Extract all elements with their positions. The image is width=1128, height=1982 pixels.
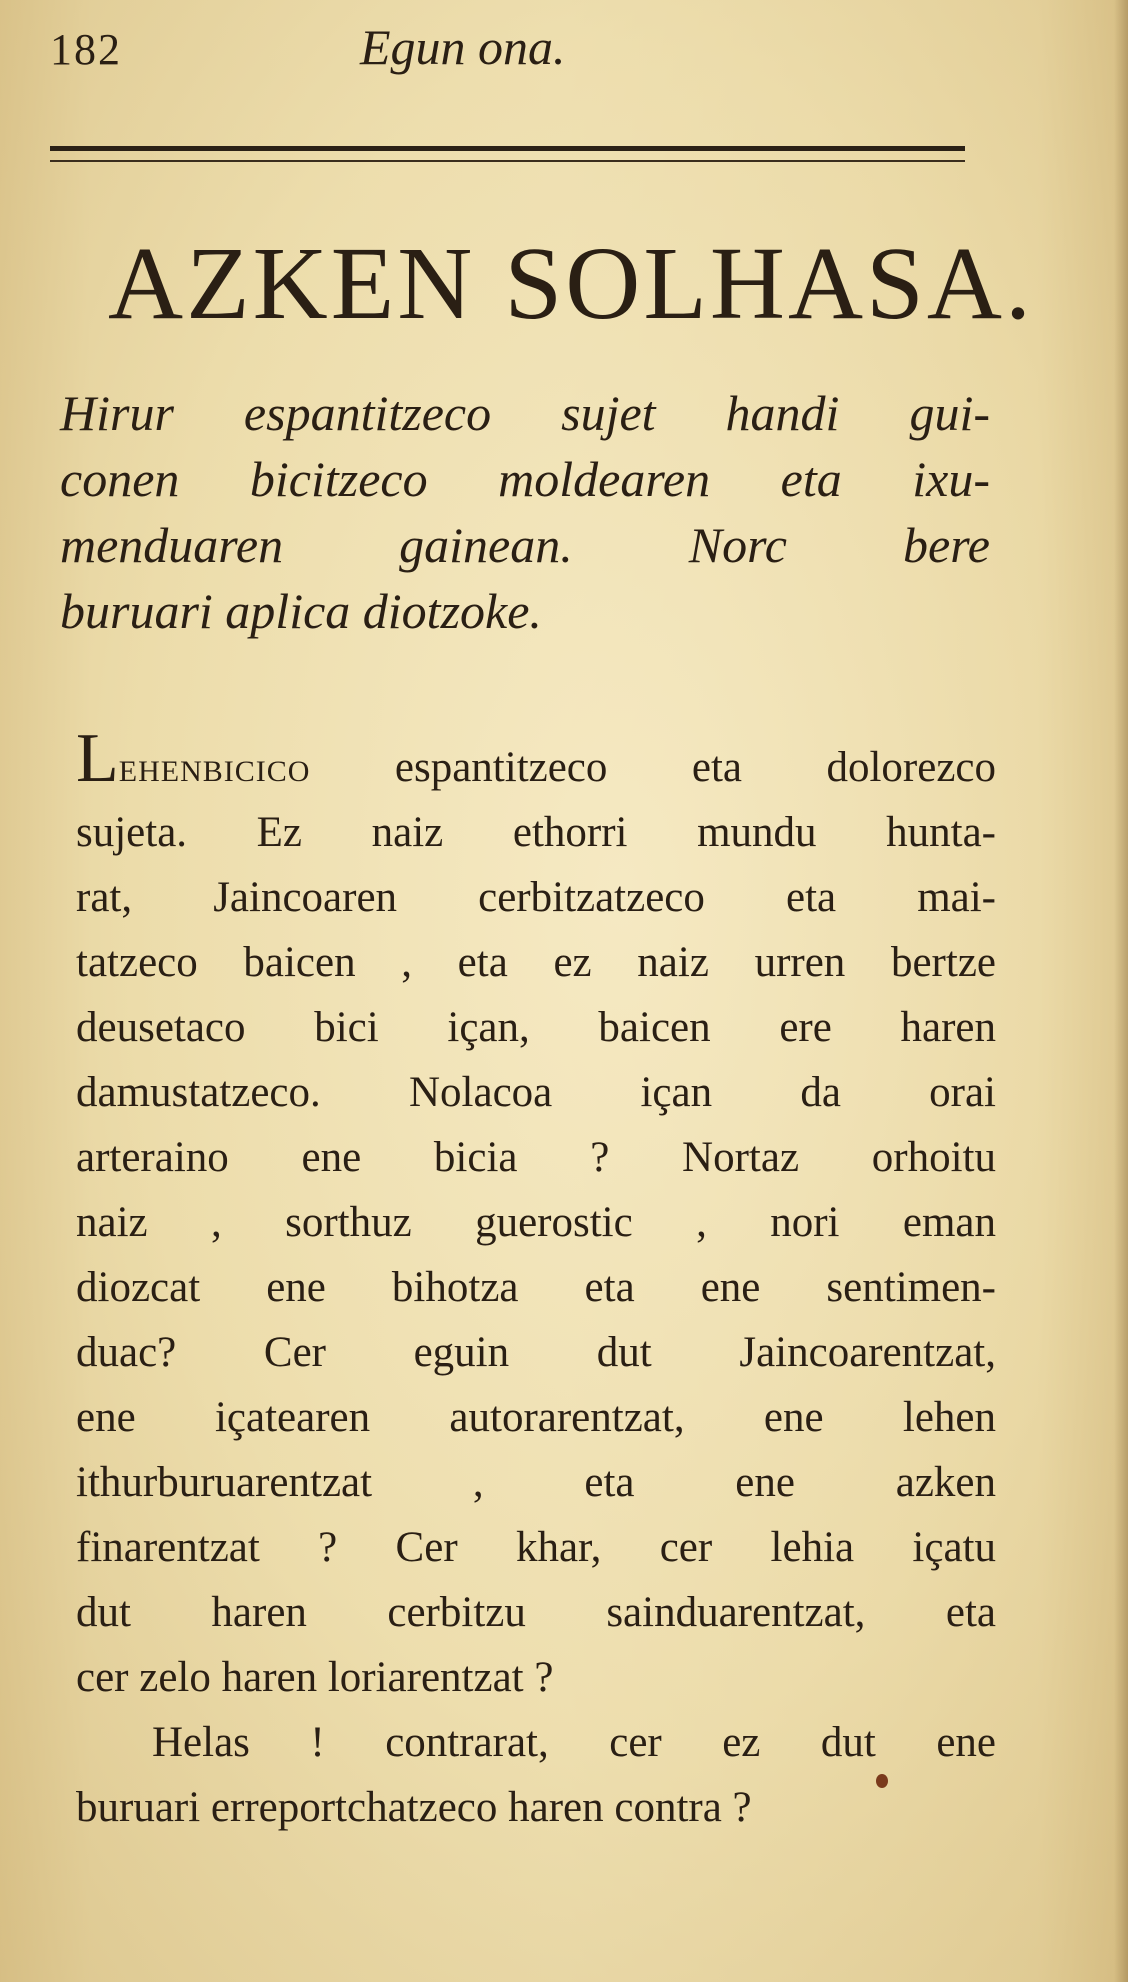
header-rule-thick: [50, 146, 965, 151]
body-line: finarentzat ? Cer khar, cer lehia içatu: [76, 1524, 996, 1571]
body-line: naiz , sorthuz guerostic , nori eman: [76, 1199, 996, 1246]
body-line: deusetaco bici içan, baicen ere haren: [76, 1004, 996, 1051]
first-word-smallcaps: ehenbicico: [118, 744, 311, 791]
body-line: tatzeco baicen , eta ez naiz urren bertze: [76, 939, 996, 986]
body-line: damustatzeco. Nolacoa içan da orai: [76, 1069, 996, 1116]
first-line-rest: espantitzeco eta dolorezco: [310, 744, 996, 791]
body-line: Helas ! contrarat, cer ez dut ene: [152, 1719, 996, 1766]
chapter-title: AZKEN SOLHASA.: [108, 226, 1034, 341]
body-line: rat, Jaincoaren cerbitzatzeco eta mai-: [76, 874, 996, 921]
body-line: diozcat ene bihotza eta ene sentimen-: [76, 1264, 996, 1311]
body-line: dut haren cerbitzu sainduarentzat, eta: [76, 1589, 996, 1636]
summary-line: menduaren gainean. Norc bere: [60, 517, 990, 573]
summary-line: conen bicitzeco moldearen eta ixu-: [60, 451, 990, 507]
page-edge-shadow: [1114, 0, 1128, 1982]
page-header: [50, 18, 1030, 78]
summary-line: Hirur espantitzeco sujet handi gui-: [60, 385, 990, 441]
ink-speck: [876, 1774, 888, 1788]
header-rule-thin: [50, 160, 965, 162]
body-line: sujeta. Ez naiz ethorri mundu hunta-: [76, 809, 996, 856]
summary-line: buruari aplica diotzoke.: [60, 583, 542, 639]
body-text: [76, 720, 996, 1840]
chapter-summary: [60, 380, 990, 644]
body-first-line: [76, 720, 996, 800]
drop-cap: L: [76, 720, 119, 797]
body-line: arteraino ene bicia ? Nortaz orhoitu: [76, 1134, 996, 1181]
page-number: 182: [50, 25, 122, 74]
body-line: cer zelo haren loriarentzat ?: [76, 1654, 554, 1701]
body-line: ene içatearen autorarentzat, ene lehen: [76, 1394, 996, 1441]
running-head: Egun ona.: [360, 19, 566, 75]
body-line: buruari erreportchatzeco haren contra ?: [76, 1784, 752, 1831]
body-line: ithurburuarentzat , eta ene azken: [76, 1459, 996, 1506]
body-line: duac? Cer eguin dut Jaincoarentzat,: [76, 1329, 996, 1376]
